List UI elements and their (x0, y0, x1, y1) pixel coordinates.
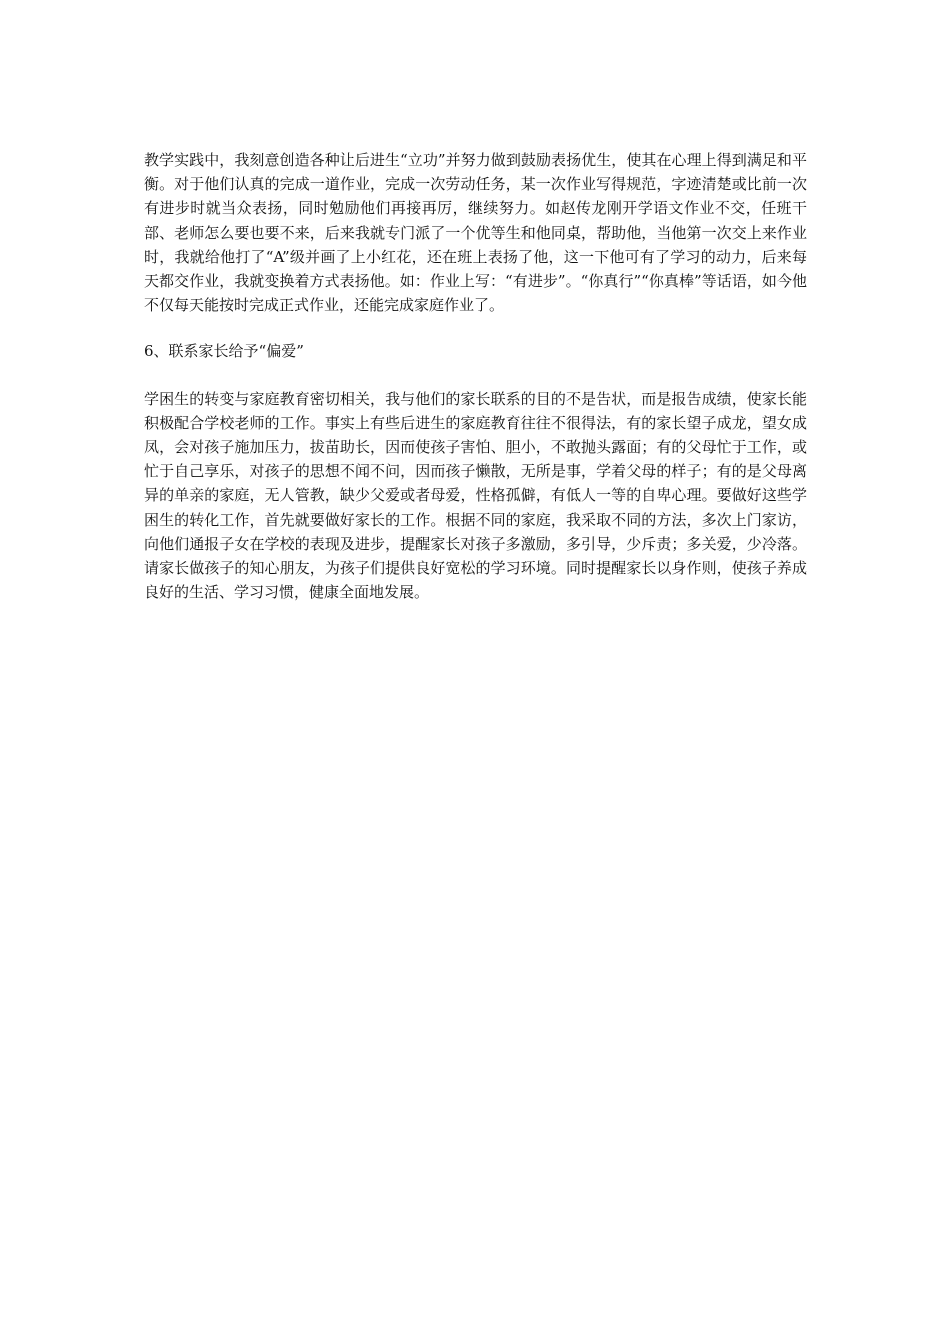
paragraph-spacer (144, 364, 807, 387)
section-heading: 6、联系家长给予“偏爱” (144, 342, 304, 361)
document-page (144, 148, 807, 604)
paragraph-spacer (144, 317, 807, 339)
paragraph-praise-practice: 教学实践中，我刻意创造各种让后进生“立功”并努力做到鼓励表扬优生，使其在心理上得到满足和平衡。对于他们认真的完成一道作业，完成一次劳动任务，某一次作业写得规范，字迹清楚或比前一次有进步时就当众表扬，同时勉励他们再接再厉，继续努力。如赵传龙刚开学语文作业不交，任班干部、老师怎么要也要不来，后来我就专门派了一个优等生和他同桌，帮助他，当他第一次交上来作业时，我就给他打了“A”级并画了上小红花，还在班上表扬了他，这一下他可有了学习的动力，后来每天都交作业，我就变换着方式表扬他。如：作业上写：“有进步”。“你真行”“你真棒”等话语，如今他不仅每天能按时完成正式作业，还能完成家庭作业了。 (144, 151, 807, 315)
paragraph-parent-contact: 学困生的转变与家庭教育密切相关，我与他们的家长联系的目的不是告状，而是报告成绩，使家长能积极配合学校老师的工作。事实上有些后进生的家庭教育往往不很得法，有的家长望子成龙，望女成凤，会对孩子施加压力，拔苗助长，因而使孩子害怕、胆小，不敢抛头露面；有的父母忙于工作，或忙于自己享乐，对孩子的思想不闻不问，因而孩子懒散，无所是事，学着父母的样子；有的是父母离异的单亲的家庭，无人管教，缺少父爱或者母爱，性格孤僻，有低人一等的自卑心理。要做好这些学困生的转化工作，首先就要做好家长的工作。根据不同的家庭，我采取不同的方法，多次上门家访，向他们通报子女在学校的表现及进步，提醒家长对孩子多激励，多引导，少斥责；多关爱，少冷落。请家长做孩子的知心朋友，为孩子们提供良好宽松的学习环境。同时提醒家长以身作则，使孩子养成良好的生活、学习习惯，健康全面地发展。 (144, 389, 807, 602)
